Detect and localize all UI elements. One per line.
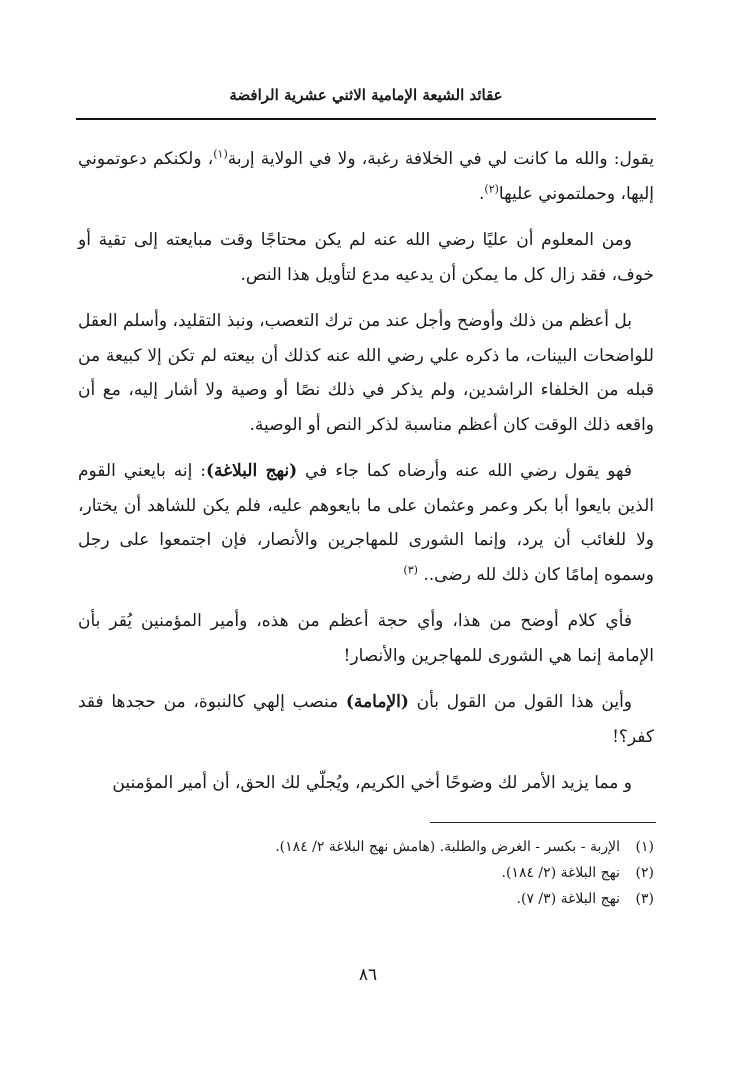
text-run: و مما يزيد الأمر لك وضوحًا أخي الكريم، ويُجلّي لك الحق، أن أمير المؤمنين bbox=[112, 773, 632, 793]
footnote-number: (١) bbox=[635, 839, 654, 855]
footnote-3 bbox=[78, 886, 654, 912]
footnote-text: نهج البلاغة (٢/ ١٨٤). bbox=[501, 865, 620, 881]
book-title: (نهج البلاغة) bbox=[205, 461, 298, 481]
footnote-number: (٢) bbox=[635, 865, 654, 881]
footnote-2 bbox=[78, 860, 654, 886]
footnote-ref-1[interactable]: (١) bbox=[213, 147, 228, 161]
paragraph-1 bbox=[78, 142, 654, 211]
paragraph-6 bbox=[78, 685, 654, 754]
text-run: . bbox=[479, 183, 485, 204]
text-run: منصب إلهي كالنبوة، من حجدها فقد كفر؟! bbox=[78, 692, 654, 747]
footnote-rule bbox=[430, 822, 656, 823]
paragraph-2 bbox=[78, 223, 654, 292]
text-run: : إنه بايعني القوم الذين بايعوا أبا بكر وعمر وعثمان على ما بايعوهم عليه، فلم يكن للشاهد أن يختار، ولا للغائب أن يرد، وإنما الشورى للمهاجرين والأنصار، فإن اجتمعوا على رجل وسموه إمامًا كان ذلك لله رضى.. bbox=[78, 461, 654, 585]
paragraph-4 bbox=[78, 454, 654, 592]
text-run: يقول: والله ما كانت لي في الخلافة رغبة، ولا في الولاية إربة bbox=[227, 149, 654, 169]
footnote-ref-2[interactable]: (٢) bbox=[484, 181, 499, 195]
footnote-number: (٣) bbox=[635, 891, 654, 907]
footnote-text: نهج البلاغة (٣/ ٧). bbox=[516, 891, 620, 907]
header-rule bbox=[76, 118, 656, 120]
footnote-text: الإربة - بكسر - الغرض والطلبة. (هامش نهج البلاغة ٢/ ١٨٤). bbox=[275, 839, 620, 855]
footnote-1 bbox=[78, 834, 654, 860]
paragraph-5 bbox=[78, 604, 654, 673]
text-run: ومن المعلوم أن عليًا رضي الله عنه لم يكن محتاجًا وقت مبايعته إلى تقية أو خوف، فقد زال كل ما يمكن أن يدعيه مدع لتأويل هذا النص. bbox=[78, 230, 654, 285]
body-text bbox=[78, 142, 654, 813]
text-run: ، ولكنكم دعوتموني إليها، وحملتموني عليها bbox=[78, 149, 654, 204]
text-run: بل أعظم من ذلك وأوضح وأجل عند من ترك التعصب، ونبذ التقليد، وأسلم العقل للواضحات البينات، ما ذكره علي رضي الله عنه كذلك أن بيعته لم تكن إلا كبيعة من قبله من الخلفاء الراشدين، ولم يذكر في ذلك نصًا أو وصية ولا أشار إليه، مع أن واقعه ذلك الوقت كان أعظم مناسبة لذكر النص أو الوصية. bbox=[78, 311, 654, 435]
emphasis-term: (الإمامة) bbox=[345, 692, 409, 712]
text-run: فأي كلام أوضح من هذا، وأي حجة أعظم من هذه، وأمير المؤمنين يُقر بأن الإمامة إنما هي الشورى للمهاجرين والأنصار! bbox=[78, 611, 654, 666]
paragraph-3 bbox=[78, 304, 654, 442]
page-number: ٨٦ bbox=[358, 965, 378, 985]
running-header: عقائد الشيعة الإمامية الاثني عشرية الرافضة bbox=[229, 86, 503, 104]
paragraph-7 bbox=[78, 766, 654, 801]
text-run: فهو يقول رضي الله عنه وأرضاه كما جاء في bbox=[297, 461, 632, 481]
text-run: وأين هذا القول من القول بأن bbox=[408, 692, 633, 712]
footnote-ref-3[interactable]: (٣) bbox=[403, 562, 418, 576]
footnotes bbox=[78, 834, 654, 912]
